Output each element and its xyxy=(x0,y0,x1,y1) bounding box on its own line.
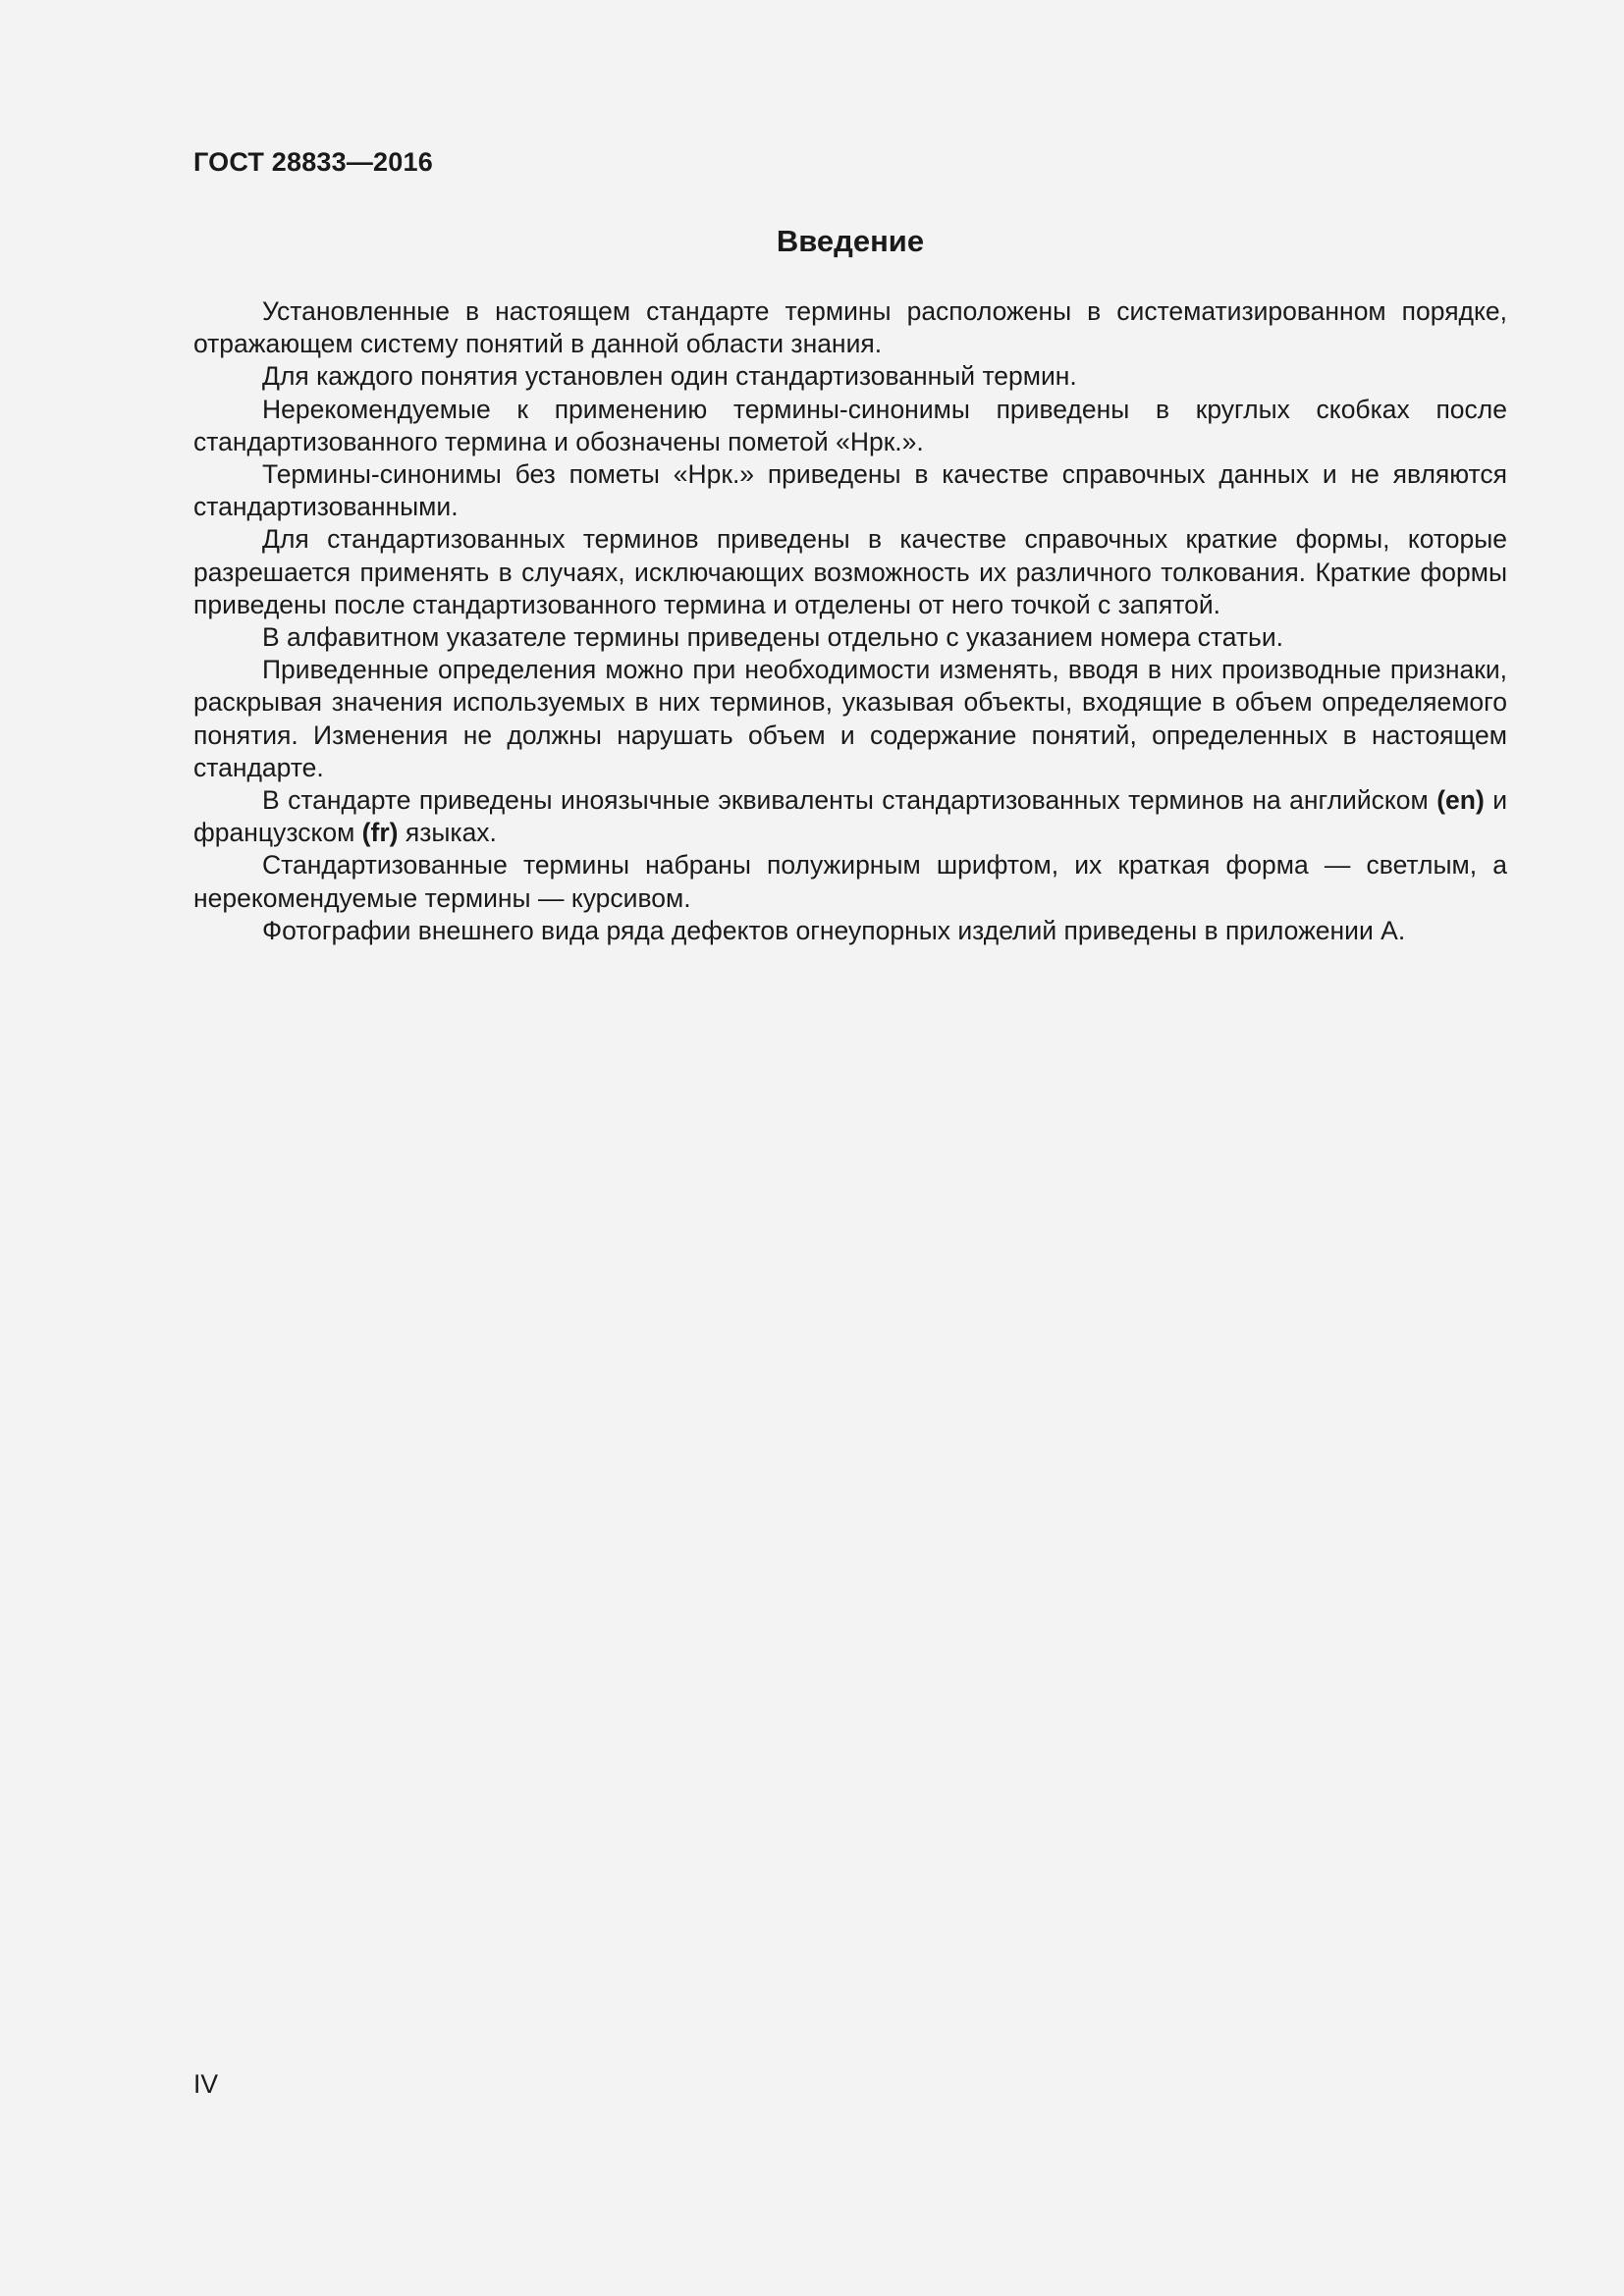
paragraph: Установленные в настоящем стандарте термины расположены в систематизированном порядке, отражающем систему понятий в данной области знания. xyxy=(193,296,1507,359)
section-title: Введение xyxy=(776,224,925,258)
paragraph: Приведенные определения можно при необходимости изменять, вводя в них производные признаки, раскрывая значения используемых в них терминов, указывая объекты, входящие в объем определяемого понятия. Изменения не должны нарушать объем и содержание понятий, определенных в настоящем стандарте. xyxy=(193,655,1507,782)
paragraph-text: В стандарте приведены иноязычные эквиваленты стандартизованных терминов на английском xyxy=(262,785,1429,816)
lang-code-fr: (fr) xyxy=(361,818,399,848)
document-id-header: ГОСТ 28833—2016 xyxy=(193,147,433,177)
introduction-body xyxy=(193,295,1507,947)
paragraph: Термины-синонимы без пометы «Нрк.» приведены в качестве справочных данных и не являются стандартизованными. xyxy=(193,459,1507,522)
paragraph-text: и французском xyxy=(193,785,1507,848)
paragraph: В алфавитном указателе термины приведены отдельно с указанием номера статьи. xyxy=(262,622,1284,653)
lang-code-en: (en) xyxy=(1436,785,1485,816)
paragraph: Для стандартизованных терминов приведены в качестве справочных краткие формы, которые разрешается применять в случаях, исключающих возможность их различного толкования. Краткие формы приведены после стандартизованного термина и отделены от него точкой с запятой. xyxy=(193,524,1507,619)
page-number: IV xyxy=(193,2069,219,2099)
paragraph-languages xyxy=(193,784,1507,849)
paragraph: Фотографии внешнего вида ряда дефектов огнеупорных изделий приведены в приложении А. xyxy=(262,915,1406,945)
paragraph: Нерекомендуемые к применению термины-синонимы приведены в круглых скобках после стандартизованного термина и обозначены пометой «Нрк.». xyxy=(193,394,1507,456)
paragraph: Для каждого понятия установлен один стандартизованный термин. xyxy=(262,361,1077,392)
paragraph: Стандартизованные термины набраны полужирным шрифтом, их краткая форма — светлым, а нерекомендуемые термины — курсивом. xyxy=(193,850,1507,913)
paragraph-text: языках. xyxy=(405,818,497,848)
